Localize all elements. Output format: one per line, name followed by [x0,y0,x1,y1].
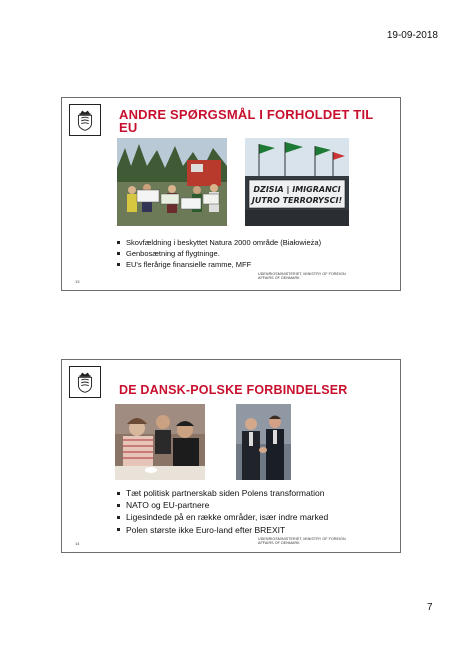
slide-number: 14 [75,541,80,546]
bullet-item: Skovfældning i beskyttet Natura 2000 område (Białowieża) [117,237,321,248]
page-number: 7 [427,602,433,613]
svg-text:DZISIA | IMIGRANCI: DZISIA | IMIGRANCI [253,185,341,194]
svg-text:JUTRO TERRORYSCI!: JUTRO TERRORYSCI! [251,196,343,205]
bullet-list [117,487,328,536]
bullet-item: Tæt politisk partnerskab siden Polens transformation [117,487,328,499]
bullet-item: NATO og EU-partnere [117,499,328,511]
slide-title: DE DANSK-POLSKE FORBINDELSER [119,383,348,397]
slide-title: ANDRE SPØRGSMÅL I FORHOLDET TIL EU [119,107,374,135]
danish-crest-logo [69,366,101,398]
bullet-item: Polen største ikke Euro-land efter BREXIT [117,524,328,536]
bullet-list [117,237,321,270]
slide-number: 13 [75,279,80,284]
bullet-item: Genbosætning af flygtninge. [117,248,321,259]
slide-14 [61,359,401,553]
page-date: 19-09-2018 [386,30,438,41]
handshake-leaders-photo [236,404,291,480]
bullet-item: EU's flerårige finansielle ramme, MFF [117,259,321,270]
slide-13 [61,97,401,291]
historic-meeting-photo [115,404,205,480]
protest-forest-photo [117,138,227,226]
danish-crest-logo [69,104,101,136]
anti-immigration-rally-photo [245,138,349,226]
ministry-footer: UDENRIGSMINISTERIET, MINISTRY OF FOREIGN AFFAIRS OF DENMARK [258,272,346,281]
ministry-footer: UDENRIGSMINISTERIET, MINISTRY OF FOREIGN AFFAIRS OF DENMARK [258,537,346,546]
bullet-item: Ligesindede på en række områder, især indre marked [117,511,328,523]
